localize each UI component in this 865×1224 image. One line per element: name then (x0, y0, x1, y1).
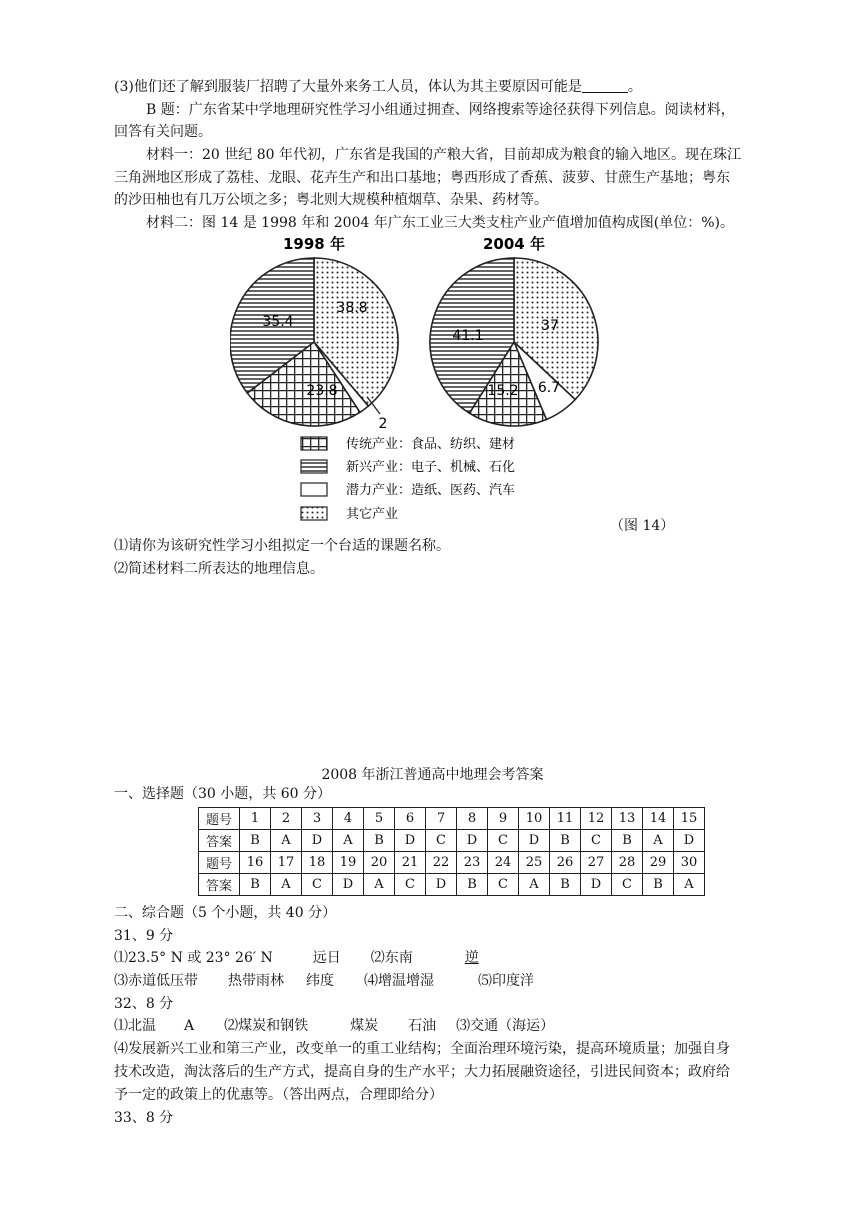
answer-table-cell: 24 (488, 852, 519, 874)
b-intro-line-1: B 题：广东省某中学地理研究性学习小组通过拥查、网络搜索等途径获得下列信息。阅读材料， (146, 102, 735, 118)
b-intro-line-2: 回答有关问题。 (114, 124, 212, 140)
legend-swatch-dots (301, 507, 327, 520)
section-1-heading: 一、选择题（30 小题，共 60 分） (114, 786, 331, 802)
answer-table-cell: 27 (581, 852, 612, 874)
answer-table-cell: 21 (395, 852, 426, 874)
answer-table-cell: D (674, 830, 705, 852)
legend-label-potential: 潜力产业：造纸、医药、汽车 (346, 483, 516, 498)
legend-label-new: 新兴产业：电子、机械、石化 (346, 460, 516, 475)
q31-l1-d: 逆 (464, 950, 479, 966)
q31-l2-a: ⑶赤道低压带 (114, 973, 198, 989)
answer-table-cell: D (581, 874, 612, 896)
answer-table-cell: 2 (271, 808, 302, 830)
section-2-heading: 二、综合题（5 个小题，共 40 分） (114, 905, 337, 921)
material-1-line-1: 材料一：20 世纪 80 年代初，广东省是我国的产粮大省，目前却成为粮食的输入地区。现在珠江 (146, 147, 741, 163)
answer-table-cell: B (240, 874, 271, 896)
q31-l1-b: 远日 (312, 950, 341, 966)
answer-table-cell: 29 (643, 852, 674, 874)
pie-1998-label-traditional: 23.8 (306, 383, 338, 399)
pie-2004-label-other: 37 (541, 318, 559, 334)
answer-table-row-q2 (199, 852, 705, 874)
material-2-line: 材料二：图 14 是 1998 年和 2004 年广东工业三大类支柱产业产值增加值构成图(单位：%)。 (146, 215, 734, 231)
pie-2004-label-potential: 6.7 (537, 380, 561, 396)
answer-table-row-q1 (199, 808, 705, 830)
answer-table-cell: 28 (612, 852, 643, 874)
row-header-question: 题号 (199, 852, 240, 874)
answer-table-cell: C (581, 830, 612, 852)
answer-table-cell: 15 (674, 808, 705, 830)
legend-swatch-hlines (301, 460, 327, 473)
answer-table-cell: 18 (302, 852, 333, 874)
figure-caption: （图 14） (610, 518, 675, 534)
pie-1998-label-potential: 2 (378, 416, 388, 432)
q32-answer-line-4: 予一定的政策上的优惠等。（答出两点，合理即给分） (114, 1087, 443, 1103)
answer-table-cell: 22 (426, 852, 457, 874)
q31-l2-e: ⑸印度洋 (478, 973, 534, 989)
answer-table-cell: D (457, 830, 488, 852)
answer-blank (582, 78, 628, 93)
answer-table-cell: B (550, 830, 581, 852)
q32-l1-a: ⑴北温 (114, 1018, 156, 1034)
answer-table-cell: 9 (488, 808, 519, 830)
pie-1998-label-other: 38.8 (336, 300, 368, 316)
legend-label-traditional: 传统产业：食品、纺织、建材 (346, 437, 516, 452)
pie-1998 (230, 258, 398, 426)
question-3-line (114, 77, 642, 97)
q32-answer-line-2: ⑷发展新兴工业和第三产业，改变单一的重工业结构；全面治理环境污染，提高环境质量；加强自身 (114, 1041, 730, 1057)
answer-table-cell: C (426, 830, 457, 852)
q32-answer-line-1 (114, 1016, 554, 1036)
legend (301, 436, 515, 522)
answer-table-cell: 4 (333, 808, 364, 830)
answer-key-title: 2008 年浙江普通高中地理会考答案 (321, 767, 544, 783)
q31-l2-c: 纬度 (306, 973, 334, 989)
q32-l1-e: 石油 (408, 1018, 437, 1034)
answer-table-cell: 5 (364, 808, 395, 830)
row-header-answer: 答案 (199, 830, 240, 852)
answer-table-cell: B (457, 874, 488, 896)
pie-2004-label-new: 41.1 (452, 328, 484, 344)
answer-table-cell: B (240, 830, 271, 852)
sub-question-1: ⑴请你为该研究性学习小组拟定一个台适的课题名称。 (114, 538, 450, 554)
answer-table-cell: D (519, 830, 550, 852)
row-header-question: 题号 (199, 808, 240, 830)
material-1-line-2: 三角洲地区形成了荔桂、龙眼、花卉生产和出口基地；粤西形成了香蕉、菠萝、甘蔗生产基地；粤东 (114, 170, 730, 186)
answer-table-cell: B (550, 874, 581, 896)
answer-table-cell: 3 (302, 808, 333, 830)
answer-table-cell: D (333, 874, 364, 896)
answer-table-cell: 1 (240, 808, 271, 830)
answer-table-cell: 17 (271, 852, 302, 874)
answer-table-cell: 8 (457, 808, 488, 830)
answer-table-cell: 23 (457, 852, 488, 874)
answer-table-cell: 20 (364, 852, 395, 874)
answer-table-row-a2 (199, 874, 705, 896)
question-3-text: (3)他们还了解到服装厂招聘了大量外来务工人员，体认为其主要原因可能是 (114, 79, 582, 95)
q32-answer-line-3: 技术改造，淘汰落后的生产方式，提高自身的生产水平；大力拓展融资途径，引进民间资本；政府给 (114, 1064, 730, 1080)
answer-table-cell: 13 (612, 808, 643, 830)
chart-1998-title: 1998 年 (283, 235, 345, 253)
answer-table-cell: A (643, 830, 674, 852)
question-3-end: 。 (627, 79, 642, 95)
answer-table-cell: 19 (333, 852, 364, 874)
answer-table-cell: B (643, 874, 674, 896)
answer-table-cell: A (271, 874, 302, 896)
answer-table-cell: D (426, 874, 457, 896)
answer-table-cell: A (674, 874, 705, 896)
q31-l2-d: ⑷增温增湿 (364, 973, 434, 989)
answer-table-cell: 7 (426, 808, 457, 830)
answer-table-cell: C (395, 874, 426, 896)
q33-heading: 33、8 分 (114, 1110, 174, 1126)
answer-table-cell: D (395, 830, 426, 852)
q32-l1-d: 煤炭 (350, 1018, 379, 1034)
answer-table-cell: C (302, 874, 333, 896)
answer-table-cell: 6 (395, 808, 426, 830)
q31-heading: 31、9 分 (114, 928, 174, 944)
answer-table-cell: A (364, 874, 395, 896)
answer-table-cell: A (271, 830, 302, 852)
q32-l1-b: A (184, 1018, 195, 1034)
q32-l1-c: ⑵煤炭和钢铁 (224, 1018, 309, 1034)
answer-table (198, 807, 705, 896)
q31-l1-a: ⑴23.5° N 或 23° 26′ N (114, 950, 273, 966)
q31-answer-line-1 (114, 948, 479, 968)
legend-swatch-grid (301, 437, 327, 450)
answer-table-cell: C (488, 874, 519, 896)
answer-table-cell: A (519, 874, 550, 896)
answer-table-cell: B (612, 830, 643, 852)
material-1-line-3: 的沙田柚也有几万公顷之多；粤北则大规模种植烟草、杂果、药材等。 (114, 192, 548, 208)
answer-table-cell: A (333, 830, 364, 852)
pie-1998-label-new: 35.4 (262, 314, 294, 330)
answer-table-cell: 16 (240, 852, 271, 874)
answer-table-cell: 10 (519, 808, 550, 830)
answer-table-cell: C (488, 830, 519, 852)
answer-table-cell: 30 (674, 852, 705, 874)
q31-answer-line-2 (114, 971, 534, 991)
q32-heading: 32、8 分 (114, 996, 174, 1012)
answer-table-cell: C (612, 874, 643, 896)
q32-l1-f: ⑶交通（海运） (456, 1018, 555, 1034)
answer-table-cell: 25 (519, 852, 550, 874)
answer-table-cell: 26 (550, 852, 581, 874)
answer-table-cell: 11 (550, 808, 581, 830)
legend-label-other: 其它产业 (346, 507, 399, 522)
row-header-answer: 答案 (199, 874, 240, 896)
chart-2004-title: 2004 年 (483, 235, 545, 253)
answer-table-row-a1 (199, 830, 705, 852)
answer-table-cell: 12 (581, 808, 612, 830)
answer-table-cell: D (302, 830, 333, 852)
q31-l1-c: ⑵东南 (370, 950, 413, 966)
answer-table-cell: 14 (643, 808, 674, 830)
q31-l2-b: 热带雨林 (228, 973, 284, 989)
answer-table-cell: B (364, 830, 395, 852)
pie-2004-label-traditional: 15.2 (487, 383, 519, 399)
legend-swatch-blank (301, 483, 327, 496)
pie-chart-figure (230, 230, 630, 535)
sub-question-2: ⑵简述材料二所表达的地理信息。 (114, 561, 324, 577)
